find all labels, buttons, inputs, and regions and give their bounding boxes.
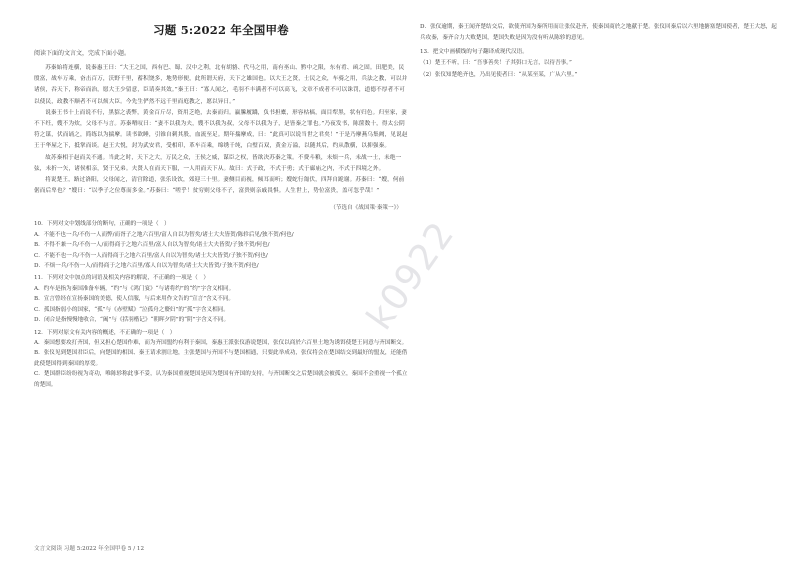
- translation-item-1: （1）楚王不听，曰：“吾事善矣！子其弭口无言，以待吾事。”: [420, 60, 572, 67]
- watermark: k0922: [359, 213, 464, 338]
- question-13: [420, 47, 780, 81]
- option-d: D．闭合是指慢慢地收合，“阖”与《括羽楷记》“朝晖夕阴”的“阴”字含义不同。: [34, 317, 230, 324]
- passage-paragraph-1: 苏秦始将连横，说秦惠王曰：“大王之国，西有巴、蜀、汉中之利，北有胡貉、代马之用，南有巫山、黔中之限，东有肴、函之固。田肥美，民殷富，战车万乘，奋击百万，沃野千里，蓄积饶多，地势形便，此所谓天府，天下之雄国也。以大王之贤，士民之众，车骑之用，兵法之教，可以并诸侯，吞天下，称帝而治，愿大王少留意，臣请奏其效。”秦王曰：“寡人闻之，毛羽不丰满者不可以高飞，文章不成者不可以诛罚，道德不厚者不可以使民，政教不顺者不可以烦大臣。今先生俨然不远千里而庭教之，愿以异日。”: [34, 65, 408, 105]
- option-a: A．约车是指为秦国准备车辆，“约”与《鸿门宴》“与诸将约”的“约”字含义相同。: [34, 285, 235, 292]
- option-b: B．宣言曾经在宣扬秦国的美德，使人信服，与后来用作文告的“宣言”含义不同。: [34, 296, 235, 303]
- passage-source: （节选自《战国策·秦策一》）: [330, 205, 402, 212]
- passage-paragraph-4: 将说楚王，路过洛阳，父母闻之，清宫除道，张乐设饮，郊迎三十里。妻侧目而视，倾耳而听；嫂蛇行匍伏，四拜自跪谢。苏秦曰：“嫂，何前倨而后卑也？”嫂曰：“以季子之位尊而多金。”苏秦曰：“嗟乎！贫穷则父母不子，富贵则亲戚畏惧。人生世上，势位富贵，盖可忽乎哉！”: [34, 177, 405, 195]
- question-stem: 10．下列对文中划线部分的断句，正确的一项是（ ）: [34, 221, 170, 228]
- option-a: A．秦国想要攻打齐国，但又担心楚国作难，而为齐国盟约有利于秦国，秦惠王派张仪游说楚国，张仪以商於六百里土地为诱饵使楚王同意与齐国断交。: [34, 339, 408, 346]
- instruction-text: 阅读下面的文言文，完成下面小题。: [34, 50, 131, 57]
- option-d: D．不烦一兵/不伤一人/而得商于之地六百里/寡人自以为智矣/诸士大夫皆贺/子独不贺/何也/: [34, 263, 259, 270]
- option-a: A．不能不也一兵/不伤一人而弊/而胥子之地六百里/富人自以为智矣/诸士大夫皆贺/陈轸后见/独不贺/何也/: [34, 231, 294, 238]
- right-column: [420, 22, 780, 81]
- question-10: [34, 219, 408, 271]
- translation-item-2: （2）张仪知楚绝齐也，乃出见使者曰：“从某至某，广从六里。”: [420, 71, 578, 78]
- option-c: C．孤国指弱小的国家，“孤”与《赤壁赋》“泣孤舟之嫠妇”的“孤”字含义相同。: [34, 306, 229, 313]
- left-column: [34, 22, 408, 390]
- passage: [34, 63, 408, 197]
- option-d: D．张仪逾期，秦王闻齐楚结交后，欲使齐国为秦所用而让张仪赴齐，使秦国商於之地献于楚。张仪回秦后以六里地搪塞楚国使者，楚王大怒，起兵攻秦，秦齐合力大败楚国，楚国失败是因为没有听从陈轸的意见。: [420, 24, 777, 42]
- option-c: C．楚国群臣纷纷视为奇功，唯陈轸称此事不妥，认为秦国重视楚国是因为楚国有齐国的支持，与齐国断交之后楚国就会被孤立，秦国不会重视一个孤立的楚国。: [34, 371, 408, 388]
- passage-paragraph-2: 说秦王书十上而说不行，黑貂之裘弊，黄金百斤尽，资用乏绝，去秦而归。赢縢履蹻，负书担橐，形容枯槁，面目犁黑，状有归色。归至家，妻不下纴，嫂不为炊，父母不与言。苏秦喟叹曰：“妻不以我为夫，嫂不以我为叔，父母不以我为子，是皆秦之罪也。”乃夜发书，陈箧数十，得太公阴符之谋，伏而诵之，简练以为揣摩。读书欲睡，引锥自刺其股，血流至足。期年揣摩成，曰：“此真可以说当世之君矣！”于是乃摩燕乌集阙，见说赵王于华屋之下，抵掌而谈。赵王大悦，封为武安君，受相印，革车百乘，绵绣千纯，白璧百双，黄金万溢，以随其后，约从散横，以抑强秦。: [34, 109, 408, 150]
- question-stem: 13．把文中画横线的句子翻译成现代汉语。: [420, 48, 528, 55]
- page-footer: 文言文阅读 习题 5:2022 年全国甲卷 5 / 12: [34, 546, 145, 552]
- document-title: 习题 5:2022 年全国甲卷: [153, 23, 289, 37]
- question-12-option-d: [420, 22, 780, 45]
- option-b: B．不得不兼一兵/不伤一人/而得商于之地六百里/富人自以为智矣/诸士大夫皆贺/子独不贺/何也/: [34, 242, 270, 249]
- question-stem: 12．下列对原文有关内容的概述，不正确的一项是（ ）: [34, 329, 176, 336]
- question-12: [34, 328, 408, 390]
- passage-paragraph-3: 故苏秦相于赵而关不通。当此之时，天下之大，万民之众，王侯之威，谋臣之权，皆欲决苏秦之策。不费斗粮，未烦一兵，未战一士，未绝一弦，未折一矢，诸侯相亲，贤于兄弟。夫贤人在而天下服，一人用而天下从。故曰：式于政，不式于勇；式于廊庙之内，不式于四境之外。: [34, 154, 402, 172]
- question-11: [34, 273, 408, 325]
- question-stem: 11．下列对文中加点的词语及相关内容的解说，不正确的一项是（ ）: [34, 275, 209, 282]
- option-c: C．不能不也一兵/不伤一人而得商于之地六百里/富人自以为智矣/诸士大夫皆贺/子独不贺/何也/: [34, 252, 268, 259]
- option-b: B．张仪见到楚国君臣后，向楚国的相国、秦王请求割让地，主张楚国与齐国不与楚国相通，只要此举成功，张仪将会在楚国结交到最好的盟友，还能借此使楚国得到秦国的厚爱。: [34, 350, 408, 367]
